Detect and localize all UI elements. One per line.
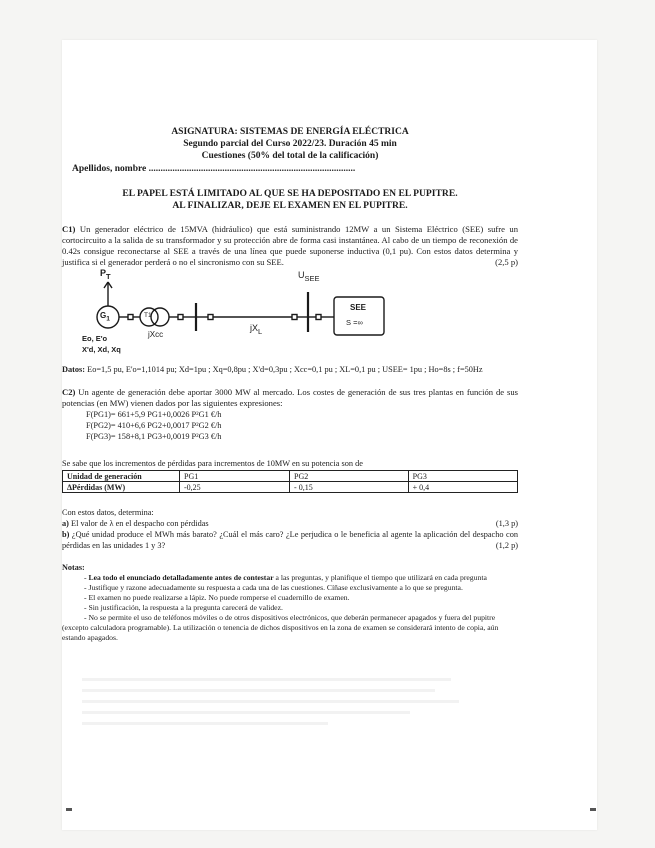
t1-label: T1	[144, 312, 152, 319]
breaker-4	[292, 315, 297, 320]
exam-content	[62, 126, 518, 643]
notes-section	[62, 563, 518, 643]
c2-part-a: a) El valor de λ en el despacho con pérdidas (1,3 p)	[62, 519, 518, 528]
scan-mark	[66, 808, 72, 811]
usee-label: $U_{SEE}$	[298, 270, 320, 283]
note-item: - Justifique y razone adecuadamente su respuesta a cada una de las cuestiones. Cíñase exclusivamente a lo que se pregunta.	[84, 583, 463, 592]
question-c1	[62, 224, 518, 268]
table-cell: + 0,4	[408, 482, 517, 493]
table-row	[63, 471, 518, 482]
cost-formula-3: F(PG3)= 158+8,1 PG3+0,0019 P²G3 €/h	[86, 432, 222, 441]
breaker-5	[316, 315, 321, 320]
cost-formula-1: F(PG1)= 661+5,9 PG1+0,0026 P²G1 €/h	[86, 410, 222, 419]
note-item: - Lea todo el enunciado detalladamente antes de contestar a las preguntas, y planifique el tiempo que utilizará en cada pregunta	[84, 573, 487, 582]
losses-table	[62, 470, 518, 493]
breaker-2	[178, 315, 183, 320]
subject-title: ASIGNATURA: SISTEMAS DE ENERGÍA ELÉCTRICA	[171, 127, 409, 137]
diagram-drawing	[62, 270, 518, 360]
scan-mark	[590, 808, 596, 811]
g1-label: $G_1$	[100, 311, 110, 323]
question-c2	[62, 387, 518, 409]
note-item: - Sin justificación, la respuesta a la pregunta carecerá de validez.	[84, 603, 283, 612]
datos-values: Eo=1,5 pu, E'o=1,1014 pu; Xd=1pu ; Xq=0,8pu ; X'd=0,3pu ; Xcc=0,1 pu ; XL=0,1 pu ; USEE= 1pu ; Ho=8s ; f=50Hz	[87, 365, 483, 374]
c2-label: C2)	[62, 387, 76, 397]
name-field: Apellidos, nombre .......................................................................................	[72, 164, 356, 174]
table-cell: ΔPérdidas (MW)	[63, 482, 180, 493]
single-line-diagram	[62, 270, 518, 360]
warning-line-2: AL FINALIZAR, DEJE EL EXAMEN EN EL PUPITRE.	[172, 200, 408, 211]
cost-formula-2: F(PG2)= 410+6,6 PG2+0,0017 P²G2 €/h	[86, 421, 222, 430]
jxl-label: $jX_L$	[250, 323, 263, 336]
note-item: - No se permite el uso de teléfonos móviles o de otros dispositivos electrónicos, que deberán permanecer apagados y fuera del pupitre (excepto calculadora programable). La utilización o tenencia de dichos dispositivos en la zona de examen se considerará intento de copia, aún estando apagados.	[62, 613, 499, 642]
note-item: - El examen no puede realizarse a lápiz. No puede romperse el cuadernillo de examen.	[84, 593, 350, 602]
c2-b-points: (1,2 p)	[495, 541, 518, 550]
table-intro: Se sabe que los incrementos de pérdidas para incrementos de 10MW en su potencia son de	[62, 459, 363, 468]
breaker-1	[128, 315, 133, 320]
c2-a-points: (1,3 p)	[495, 519, 518, 528]
notes-title: Notas:	[62, 563, 85, 572]
c2-text: Un agente de generación debe aportar 3000 MW al mercado. Los costes de generación de sus tres plantas en función de sus potencias (en MW) vienen dados por las siguientes expresiones:	[62, 387, 518, 408]
c1-points: (2,5 p)	[495, 257, 518, 267]
table-header-cell: Unidad de generación	[63, 471, 180, 482]
breaker-3	[208, 315, 213, 320]
table-row	[63, 482, 518, 493]
c1-text: Un generador eléctrico de 15MVA (hidráulico) que está suministrando 12MW a un Sistema Eléctrico (SEE) sufre un cortocircuito a la salida de su transformador y su protección abre de forma casi instantánea. Al cabo de un tiempo de reconexión de 0.42s consigue reconectarse al SEE a través de una línea que puede suponerse inductiva (0,1 pu). Con estos datos determina y justifica si el generador perderá o no el sincronismo con su SEE.	[62, 224, 518, 267]
see-label: SEE	[350, 303, 367, 312]
table-cell: - 0,15	[290, 482, 409, 493]
warning-line-1: EL PAPEL ESTÁ LIMITADO AL QUE SE HA DEPOSITADO EN EL PUPITRE.	[122, 188, 458, 199]
course-line: Segundo parcial del Curso 2022/23. Duración 45 min	[183, 139, 397, 149]
pt-label: $P_T$	[100, 268, 111, 281]
s-infinite-label: S =∞	[346, 318, 363, 327]
show-through-text	[82, 670, 492, 733]
jxcc-label: jXcc	[148, 330, 164, 339]
eo-label: Eo, E'o	[82, 334, 108, 343]
table-header-cell: PG2	[290, 471, 409, 482]
c1-data	[62, 364, 518, 375]
table-header-cell: PG1	[180, 471, 290, 482]
c2-part-b: b) ¿Qué unidad produce el MWh más barato? ¿Cuál el más caro? ¿Le perjudica o le beneficia al agente la aplicación del despacho con pérdidas en las unidades 1 y 3? (1,2 p)	[62, 530, 518, 550]
xd-label: X'd, Xd, Xq	[82, 345, 121, 354]
table-cell: -0,25	[180, 482, 290, 493]
datos-label: Datos:	[62, 365, 86, 374]
transformer-winding-2	[151, 308, 169, 326]
section-line: Cuestiones (50% del total de la calificación)	[201, 151, 379, 161]
table-header-cell: PG3	[408, 471, 517, 482]
c2-lead: Con estos datos, determina:	[62, 508, 154, 517]
c1-label: C1)	[62, 224, 76, 234]
